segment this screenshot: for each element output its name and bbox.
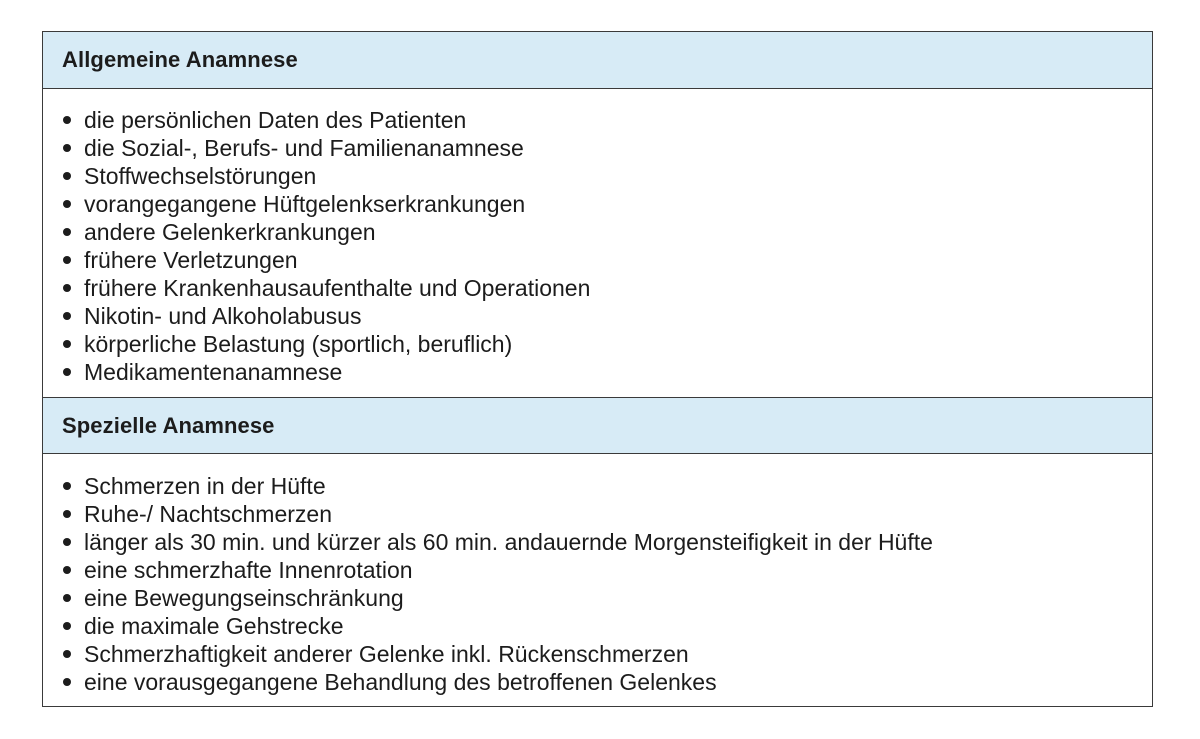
- bullet-list-special: [63, 472, 1152, 696]
- bullet-icon: [63, 538, 71, 546]
- bullet-icon: [63, 228, 71, 236]
- bullet-icon: [63, 144, 71, 152]
- list-item: Schmerzhaftigkeit anderer Gelenke inkl. Rückenschmerzen: [63, 640, 1152, 668]
- list-item: eine Bewegungseinschränkung: [63, 584, 1152, 612]
- bullet-icon: [63, 566, 71, 574]
- bullet-icon: [63, 678, 71, 686]
- list-item: frühere Verletzungen: [63, 246, 1152, 274]
- list-item: die persönlichen Daten des Patienten: [63, 106, 1152, 134]
- bullet-icon: [63, 284, 71, 292]
- list-item: Schmerzen in der Hüfte: [63, 472, 1152, 500]
- bullet-icon: [63, 172, 71, 180]
- list-item: die Sozial-, Berufs- und Familienanamnese: [63, 134, 1152, 162]
- section-title-special: Spezielle Anamnese: [62, 412, 275, 438]
- list-item: die maximale Gehstrecke: [63, 612, 1152, 640]
- list-item: Nikotin- und Alkoholabusus: [63, 302, 1152, 330]
- bullet-icon: [63, 200, 71, 208]
- section-body-special: [43, 454, 1152, 696]
- bullet-icon: [63, 650, 71, 658]
- bullet-list-general: [63, 106, 1152, 386]
- section-body-general: [43, 89, 1152, 397]
- bullet-icon: [63, 256, 71, 264]
- list-item: Ruhe-/ Nachtschmerzen: [63, 500, 1152, 528]
- section-title-general: Allgemeine Anamnese: [62, 47, 298, 72]
- bullet-icon: [63, 622, 71, 630]
- list-item: Stoffwechselstörungen: [63, 162, 1152, 190]
- bullet-icon: [63, 368, 71, 376]
- bullet-icon: [63, 510, 71, 518]
- list-item: andere Gelenkerkrankungen: [63, 218, 1152, 246]
- bullet-icon: [63, 312, 71, 320]
- anamnesis-table: [42, 31, 1153, 707]
- list-item: länger als 30 min. und kürzer als 60 min. andauernde Morgensteifigkeit in der Hüfte: [63, 528, 1152, 556]
- list-item: eine schmerzhafte Innenrotation: [63, 556, 1152, 584]
- section-header-special: [43, 397, 1152, 454]
- list-item: vorangegangene Hüftgelenkserkrankungen: [63, 190, 1152, 218]
- list-item: frühere Krankenhausaufenthalte und Operationen: [63, 274, 1152, 302]
- list-item: Medikamentenanamnese: [63, 358, 1152, 386]
- list-item: körperliche Belastung (sportlich, beruflich): [63, 330, 1152, 358]
- bullet-icon: [63, 594, 71, 602]
- list-item: eine vorausgegangene Behandlung des betroffenen Gelenkes: [63, 668, 1152, 696]
- bullet-icon: [63, 340, 71, 348]
- bullet-icon: [63, 482, 71, 490]
- bullet-icon: [63, 116, 71, 124]
- section-header-general: [43, 32, 1152, 89]
